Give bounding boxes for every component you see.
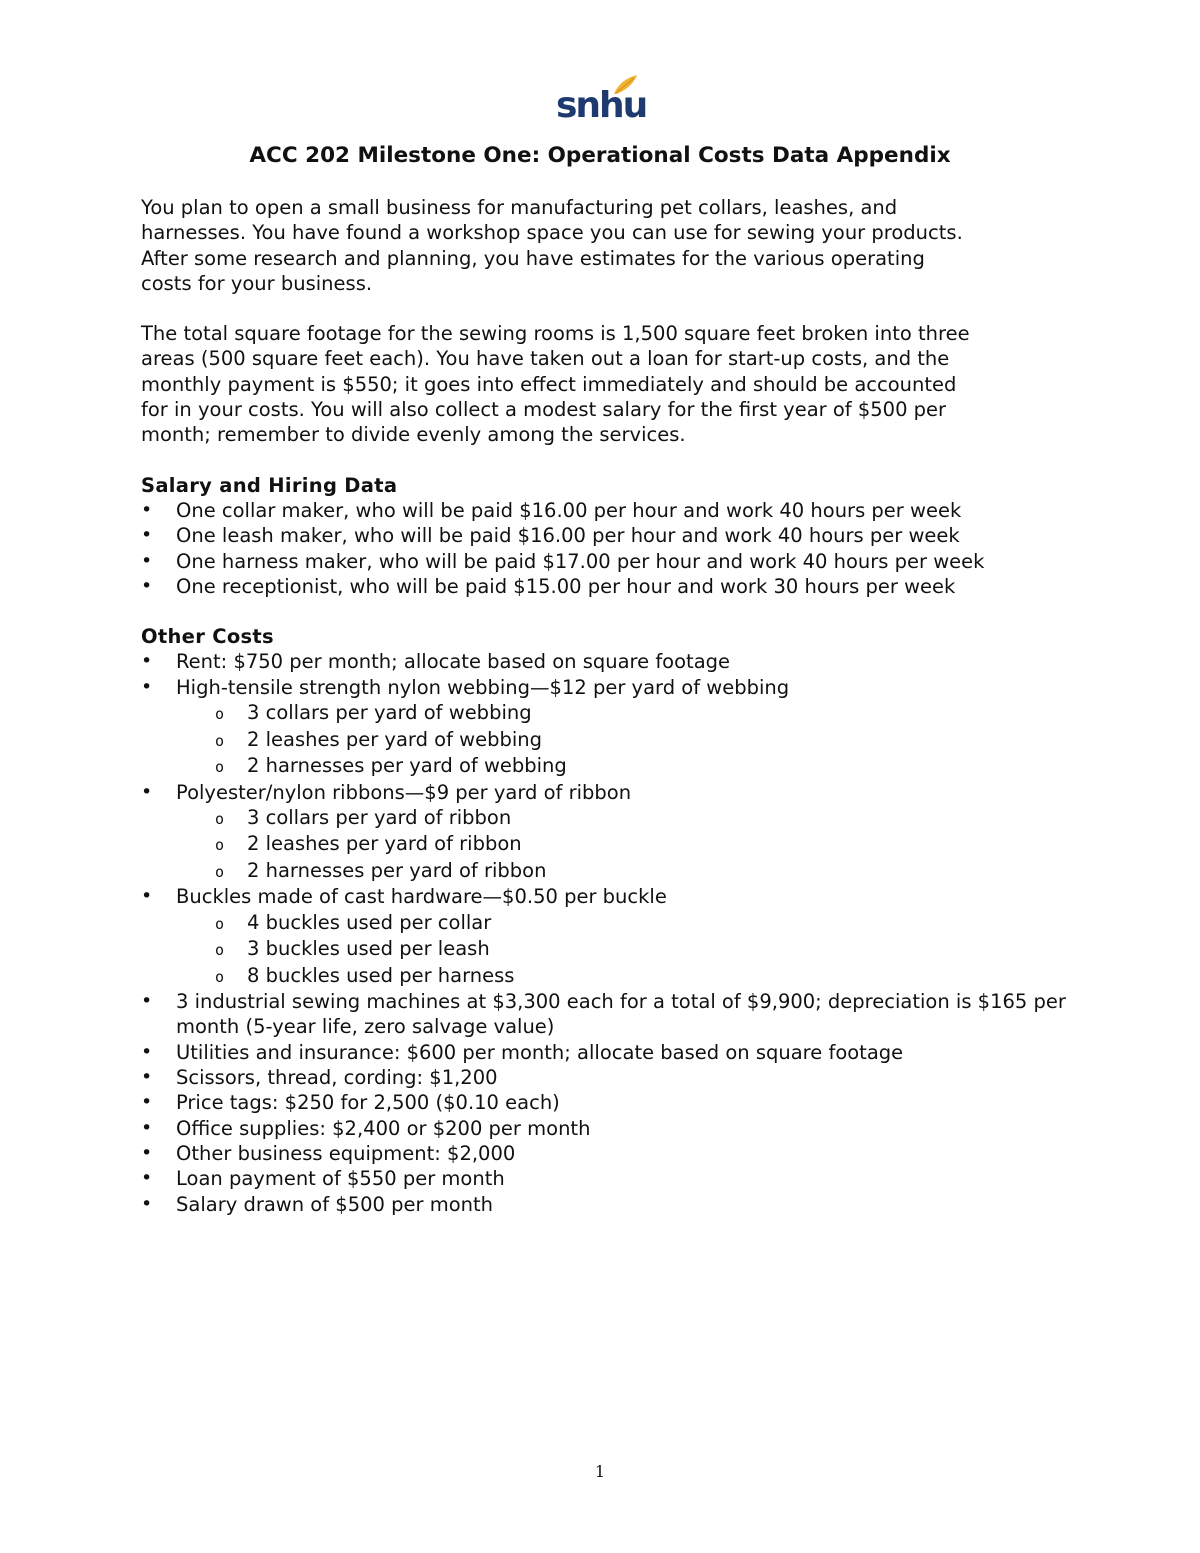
list-item bbox=[141, 675, 1071, 780]
webbing-label: High-tensile strength nylon webbing—$12 per yard of webbing bbox=[176, 675, 790, 699]
ribbons-sublist bbox=[176, 805, 1071, 885]
buckles-sublist bbox=[176, 910, 1071, 990]
list-item: • Scissors, thread, cording: $1,200 bbox=[141, 1065, 1071, 1090]
list-item: • Other business equipment: $2,000 bbox=[141, 1141, 1071, 1166]
sub-list-item: o 3 collars per yard of webbing bbox=[176, 700, 1071, 727]
page-title: ACC 202 Milestone One: Operational Costs Data Appendix bbox=[249, 143, 951, 168]
sub-list-item: o 2 leashes per yard of ribbon bbox=[176, 831, 1071, 858]
list-item: • Loan payment of $550 per month bbox=[141, 1166, 1071, 1191]
page-number: 1 bbox=[594, 1462, 606, 1481]
list-item: • Price tags: $250 for 2,500 ($0.10 each) bbox=[141, 1090, 1071, 1115]
intro-paragraph-1: You plan to open a small business for manufacturing pet collars, leashes, and harnesses. You have found a workshop space you can use for sewing your products. After some research and planning, you have estimates for the various operating costs for your business. bbox=[141, 196, 963, 295]
sub-list-item: o 4 buckles used per collar bbox=[176, 910, 1071, 937]
list-item bbox=[141, 780, 1071, 885]
list-item: • One leash maker, who will be paid $16.00 per hour and work 40 hours per week bbox=[141, 523, 1071, 548]
ribbons-label: Polyester/nylon ribbons—$9 per yard of ribbon bbox=[176, 780, 632, 804]
list-item: • Utilities and insurance: $600 per month; allocate based on square footage bbox=[141, 1040, 1071, 1065]
other-costs-heading: Other Costs bbox=[141, 625, 274, 649]
list-item: • 3 industrial sewing machines at $3,300 each for a total of $9,900; depreciation is $165 per month (5-year life, zero salvage value) bbox=[141, 989, 1071, 1040]
list-item: • Rent: $750 per month; allocate based on square footage bbox=[141, 649, 1071, 674]
list-item: • Salary drawn of $500 per month bbox=[141, 1192, 1071, 1217]
list-item: • One collar maker, who will be paid $16.00 per hour and work 40 hours per week bbox=[141, 498, 1071, 523]
sub-list-item: o 2 harnesses per yard of ribbon bbox=[176, 858, 1071, 885]
salary-heading: Salary and Hiring Data bbox=[141, 473, 398, 497]
sub-list-item: o 2 harnesses per yard of webbing bbox=[176, 753, 1071, 780]
snhu-logo bbox=[556, 74, 647, 132]
salary-list bbox=[141, 498, 1071, 599]
buckles-label: Buckles made of cast hardware—$0.50 per buckle bbox=[176, 885, 667, 909]
sub-list-item: o 3 buckles used per leash bbox=[176, 936, 1071, 963]
logo-wordmark: snhu bbox=[556, 85, 647, 126]
list-item: • Office supplies: $2,400 or $200 per month bbox=[141, 1116, 1071, 1141]
intro-paragraph-2: The total square footage for the sewing rooms is 1,500 square feet broken into three areas (500 square feet each). You have taken out a loan for start-up costs, and the monthly payment is $550; it goes into effect immediately and should be accounted for in your costs. You will also collect a modest salary for the first year of $500 per month; remember to divide evenly among the services. bbox=[141, 322, 970, 447]
sub-list-item: o 3 collars per yard of ribbon bbox=[176, 805, 1071, 832]
list-item bbox=[141, 884, 1071, 989]
document-body bbox=[141, 195, 1071, 1242]
webbing-sublist bbox=[176, 700, 1071, 780]
list-item: • One receptionist, who will be paid $15.00 per hour and work 30 hours per week bbox=[141, 574, 1071, 599]
list-item: • One harness maker, who will be paid $17.00 per hour and work 40 hours per week bbox=[141, 549, 1071, 574]
other-costs-list bbox=[141, 649, 1071, 1216]
sub-list-item: o 8 buckles used per harness bbox=[176, 963, 1071, 990]
sub-list-item: o 2 leashes per yard of webbing bbox=[176, 727, 1071, 754]
